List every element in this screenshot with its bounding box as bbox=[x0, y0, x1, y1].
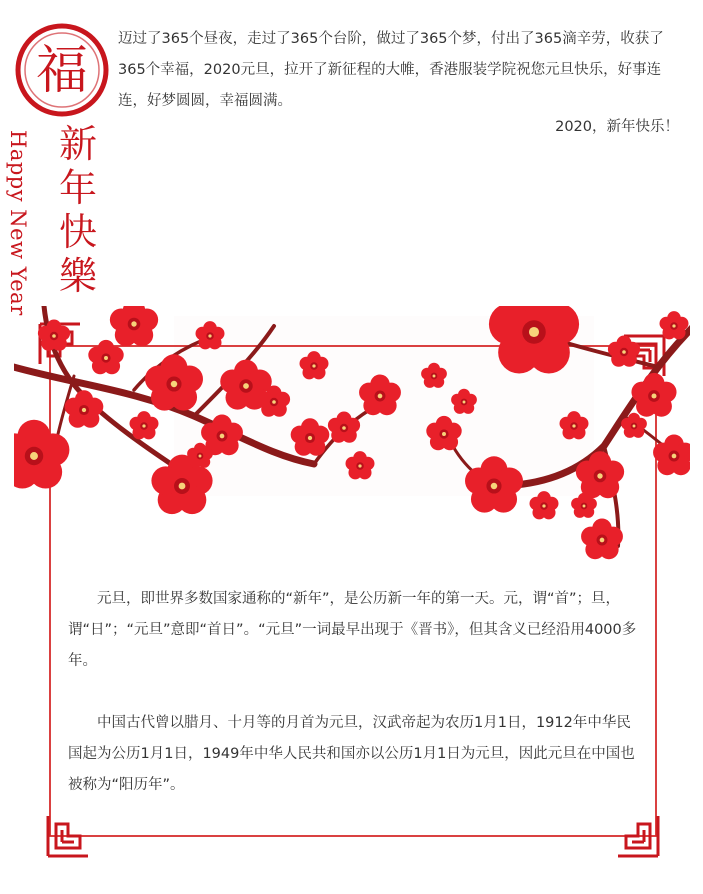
article-paragraph: 元旦，即世界多数国家通称的“新年”，是公历新一年的第一天。元，谓“首”；旦，谓“日”；“元旦”意即“首日”。“元旦”一词最早出现于《晋书》，但其含义已经沿用4000多年。 bbox=[68, 591, 637, 669]
happy-new-year-vertical bbox=[6, 130, 52, 316]
greeting-section bbox=[0, 0, 703, 316]
title-char: 快 bbox=[58, 210, 97, 254]
greeting-signoff: 2020，新年快乐！ bbox=[555, 119, 679, 135]
fu-seal-logo bbox=[14, 22, 110, 118]
happy-new-year-text: Happy New Year bbox=[6, 130, 30, 316]
xin-nian-kuai-le-title bbox=[58, 122, 98, 298]
article-paragraph: 中国古代曾以腊月、十月等的月首为元旦，汉武帝起为农历1月1日，1912年中华民国起为公历1月1日，1949年中华人民共和国亦以公历1月1日为元旦，因此元旦在中国也被称为“阳历年”。 bbox=[68, 715, 635, 793]
plum-blossom-card bbox=[14, 306, 690, 866]
greeting-paragraph: 迈过了365个昼夜，走过了365个台阶，做过了365个梦，付出了365滴辛劳，收获了365个幸福，2020元旦，拉开了新征程的大帷，香港服装学院祝您元旦快乐，好事连连，好梦圆圆，幸福圆满。 bbox=[118, 31, 664, 109]
title-char: 新 bbox=[58, 122, 97, 166]
article-body bbox=[68, 584, 640, 832]
seal-character: 福 bbox=[35, 41, 89, 101]
title-char: 樂 bbox=[58, 254, 97, 298]
title-char: 年 bbox=[58, 166, 97, 210]
